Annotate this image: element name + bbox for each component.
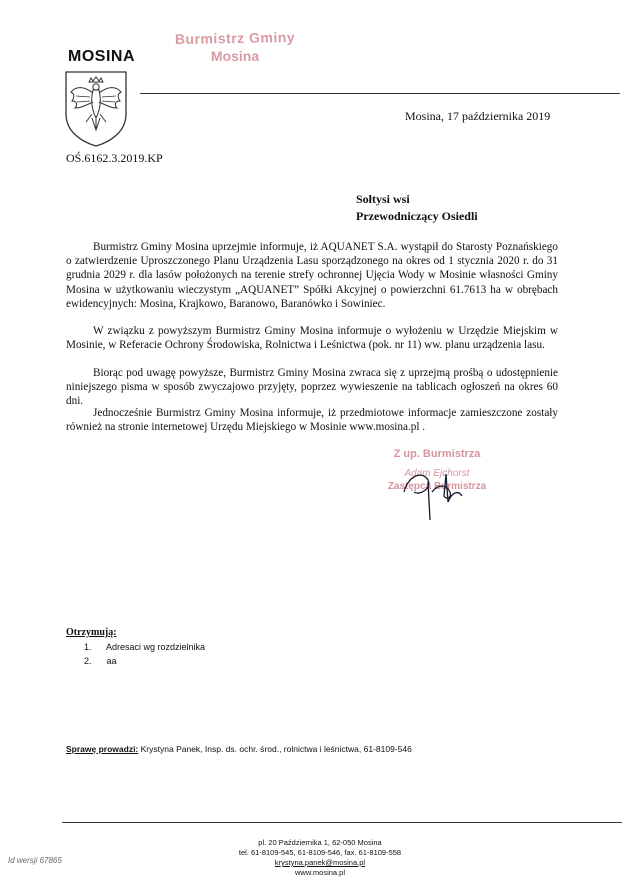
footer-email[interactable]: krystyna.panek@mosina.pl bbox=[274, 858, 366, 867]
body-paragraph-2: W związku z powyższym Burmistrz Gminy Mosina informuje o wyłożeniu w Urzędzie Miejskim w Mosinie, w Referacie Ochrony Środowiska, Rolnictwa i Leśnictwa (pok. nr 11) ww. planu urządzenia lasu. bbox=[66, 325, 558, 352]
letter-body-3 bbox=[66, 366, 558, 409]
body-paragraph-4: Jednocześnie Burmistrz Gminy Mosina informuje, iż przedmiotowe informacje zamieszczone zostały również na stronie internetowej Urzędu Miejskiego w Mosinie www.mosina.pl . bbox=[66, 407, 558, 434]
signature-line-1: Z up. Burmistrza bbox=[393, 448, 481, 460]
case-handler-label: Sprawę prowadzi: bbox=[66, 744, 139, 754]
case-handler bbox=[66, 744, 412, 754]
signature-line-3: Zastępca Burmistrza bbox=[387, 481, 487, 492]
letter-body-4 bbox=[66, 406, 558, 434]
coat-of-arms-eagle-icon bbox=[62, 68, 130, 148]
case-handler-text: Krystyna Panek, Insp. ds. ochr. środ., rolnictwa i leśnictwa, 61-8109-546 bbox=[140, 744, 412, 754]
document-version-id: Id wersji 67865 bbox=[8, 856, 62, 865]
body-paragraph-1: Burmistrz Gminy Mosina uprzejmie informuje, iż AQUANET S.A. wystąpił do Starosty Poznańskiego o zatwierdzenie Uproszczonego Planu Urządzenia Lasu sporządzonego na okres od 1 stycznia 2020 r. do 31 grudnia 2029 r. dla lasów położonych na terenie strefy ochronnej Ujęcia Wody w Mosinie własności Gminy Mosina w użytkowaniu wieczystym „AQUANET” Spółki Akcyjnej o powierzchni 61.7613 ha w obrębach ewidencyjnych: Mosina, Krajkowo, Baranowo, Baranówko i Sowiniec. bbox=[66, 241, 558, 310]
stamp-line-2: Mosina bbox=[210, 48, 260, 64]
footer-rule bbox=[62, 822, 622, 823]
addressee-line-1: Sołtysi wsi bbox=[356, 192, 410, 206]
recipient-item bbox=[84, 640, 205, 654]
footer-address: pl. 20 Października 1, 62-050 Mosina bbox=[258, 838, 382, 847]
body-paragraph-3: Biorąc pod uwagę powyższe, Burmistrz Gminy Mosina zwraca się z uprzejmą prośbą o udostępnienie niniejszego pisma w sposób zwyczajowo przyjęty, poprzez wywieszenie na tablicach ogłoszeń na okres 60 dni. bbox=[66, 367, 558, 408]
addressee-line-2: Przewodniczący Osiedli bbox=[356, 209, 478, 223]
stamp-line-1: Burmistrz Gminy bbox=[174, 28, 296, 48]
municipality-name: MOSINA bbox=[68, 48, 135, 65]
place-and-date: Mosina, 17 października 2019 bbox=[405, 109, 551, 123]
reference-number: OŚ.6162.3.2019.KP bbox=[66, 151, 163, 165]
recipients-heading: Otrzymują: bbox=[66, 627, 117, 638]
footer-phones: tel. 61-8109-545, 61-8109-546, fax. 61-8109-558 bbox=[238, 848, 402, 857]
mayor-stamp bbox=[160, 30, 310, 64]
letter-body-2 bbox=[66, 324, 558, 352]
recipients-list bbox=[84, 640, 205, 668]
footer-website[interactable]: www.mosina.pl bbox=[294, 868, 346, 877]
header-rule bbox=[140, 93, 620, 94]
handwritten-signature bbox=[398, 462, 468, 524]
signature-line-2: Adam Ejchorst bbox=[404, 468, 470, 479]
letter-body bbox=[66, 240, 558, 311]
recipient-number: 1. bbox=[84, 642, 92, 652]
recipient-text: aa bbox=[106, 656, 117, 666]
recipient-item bbox=[84, 654, 205, 668]
recipient-text: Adresaci wg rozdzielnika bbox=[106, 642, 206, 652]
recipient-number: 2. bbox=[84, 656, 92, 666]
addressee-block bbox=[356, 191, 478, 225]
footer-contact bbox=[160, 838, 480, 878]
